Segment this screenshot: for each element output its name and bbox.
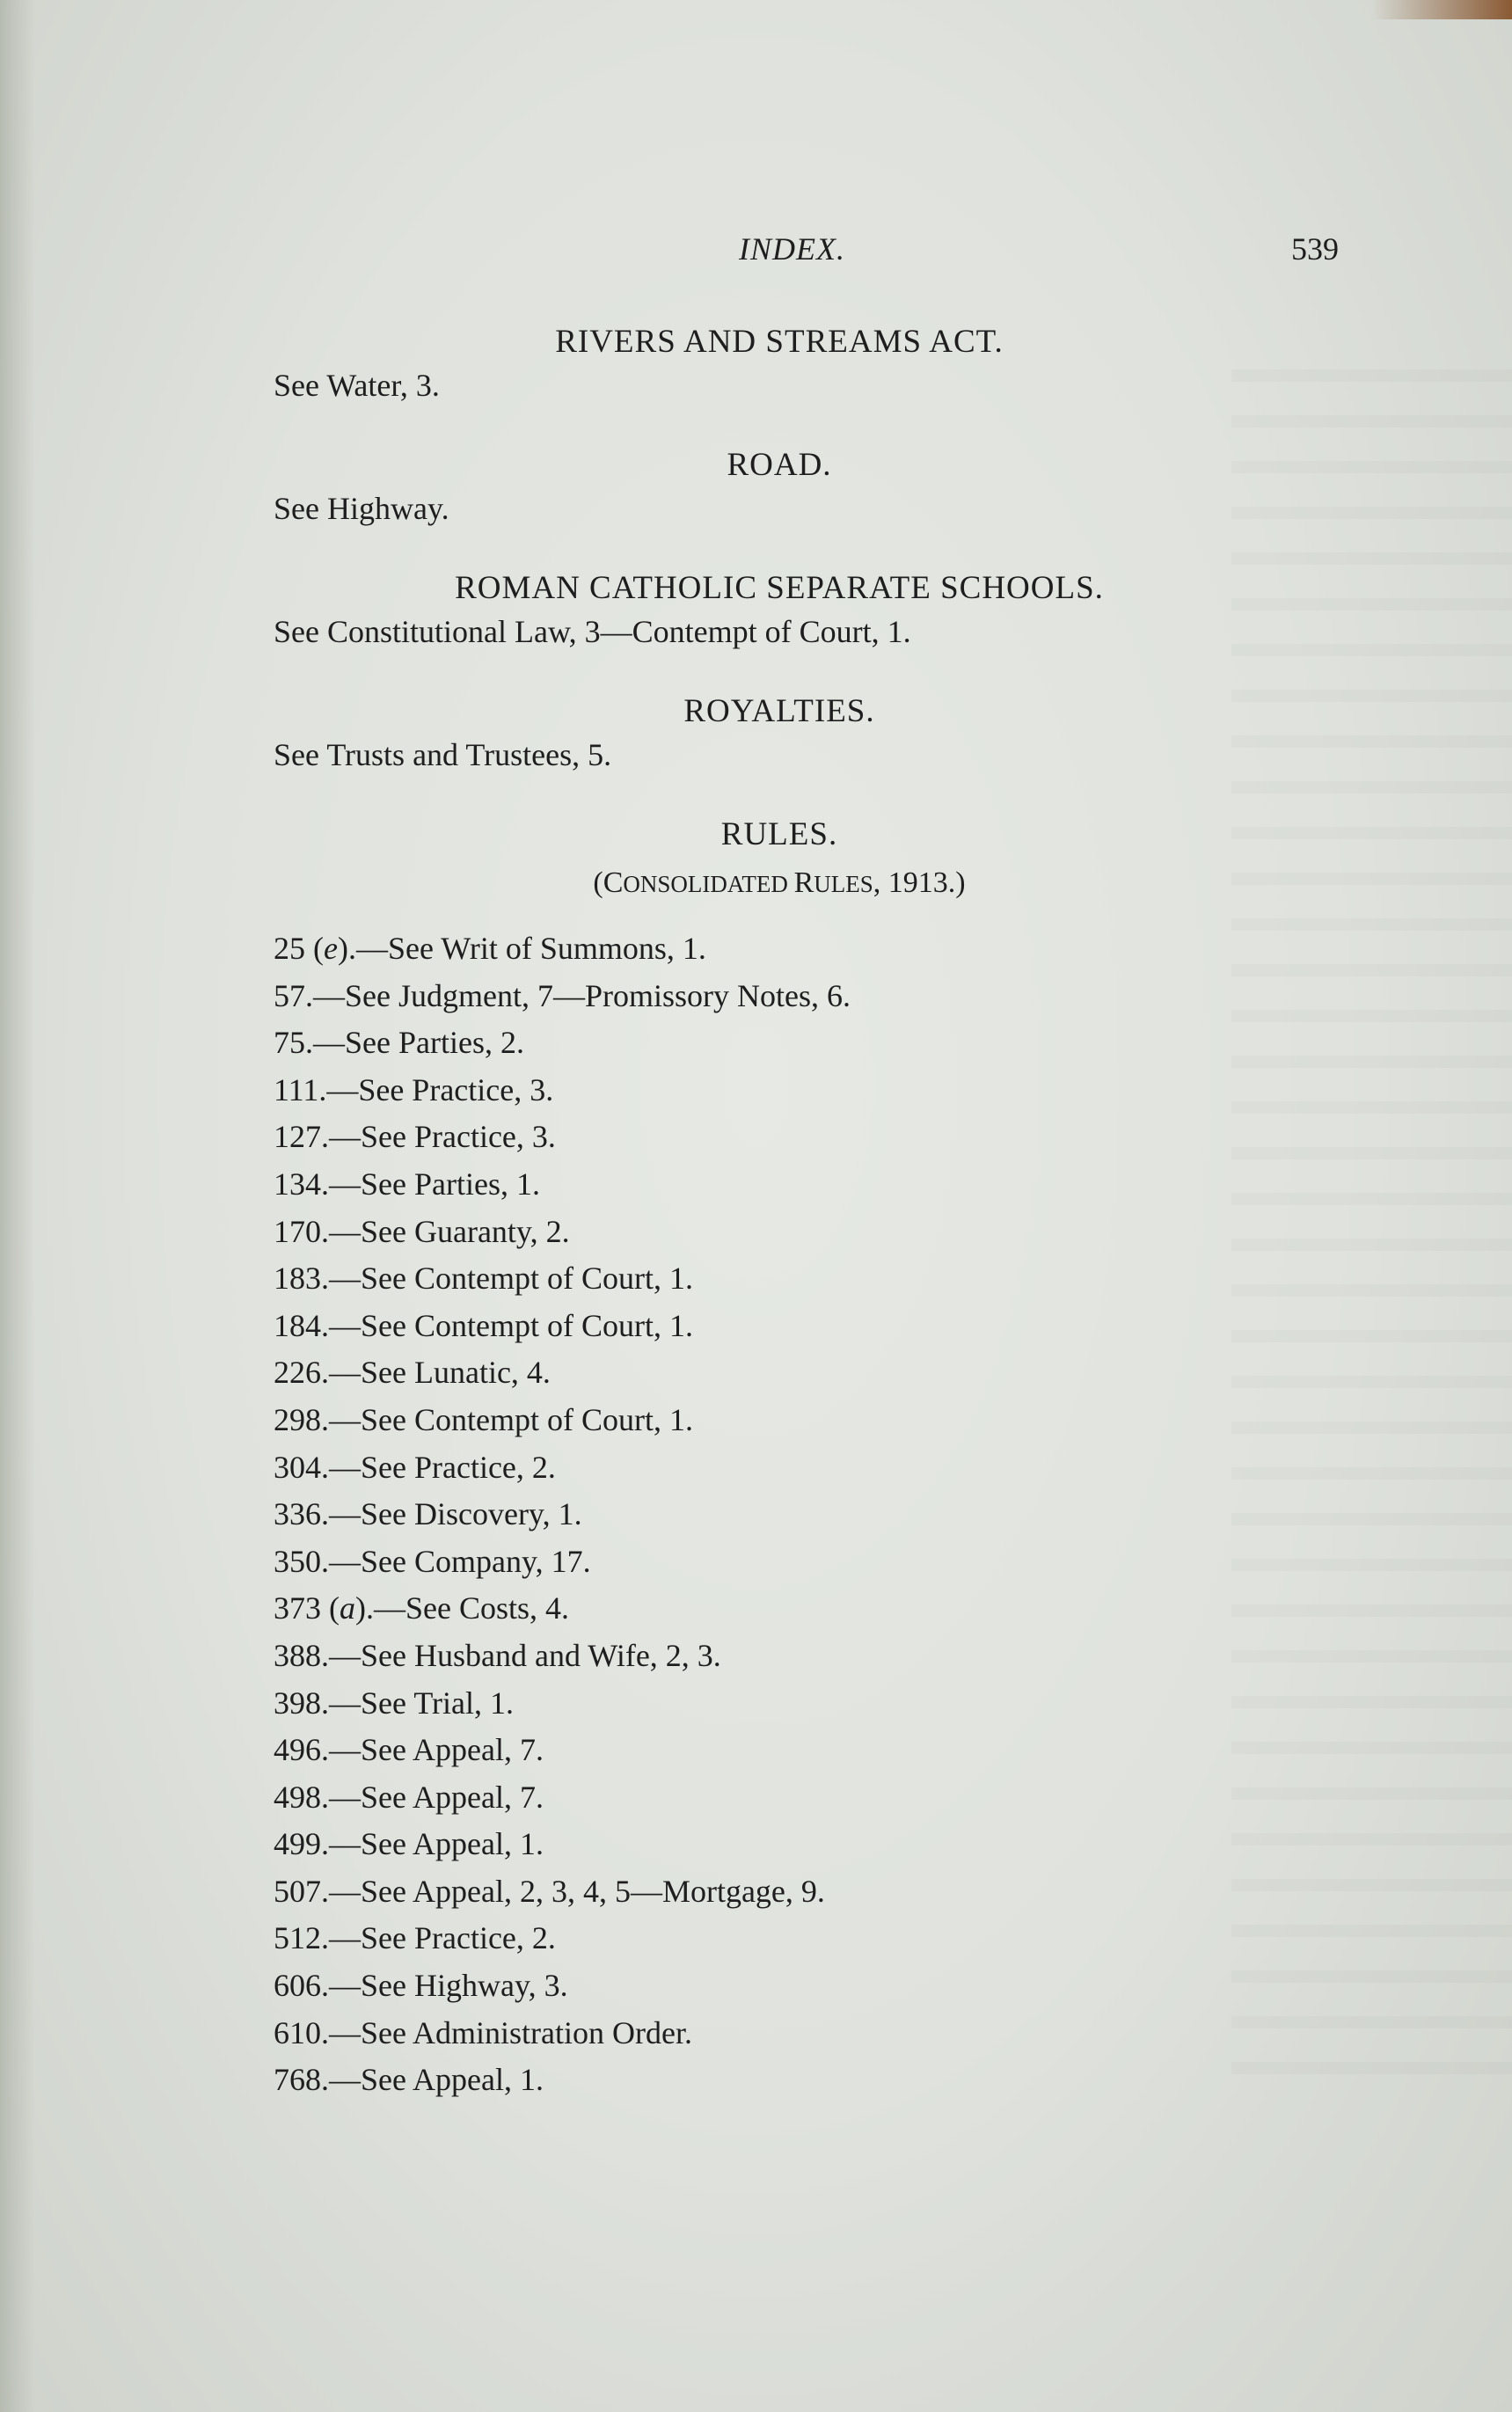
running-head: INDEX. [739, 231, 845, 267]
rule-entry: 75.—See Parties, 2. [274, 1025, 524, 1061]
rule-entry: 388.—See Husband and Wife, 2, 3. [274, 1637, 721, 1673]
rule-entry: 350.—See Company, 17. [274, 1543, 591, 1579]
rule-entry: 25 (e).—See Writ of Summons, 1. [274, 931, 706, 966]
cross-reference: See Highway. [274, 491, 449, 526]
section-heading: ROYALTIES. [683, 693, 875, 729]
section-heading: ROAD. [727, 447, 832, 483]
rule-entry: 183.—See Contempt of Court, 1. [274, 1261, 693, 1297]
rule-entry: 768.—See Appeal, 1. [274, 2062, 544, 2098]
section-rivers-and-streams-act [274, 321, 1285, 407]
rule-entry: 304.—See Practice, 2. [274, 1449, 556, 1485]
rule-entry: 507.—See Appeal, 2, 3, 4, 5—Mortgage, 9. [274, 1873, 825, 1909]
rule-entry: 610.—See Administration Order. [274, 2014, 692, 2050]
rule-entry: 496.—See Appeal, 7. [274, 1732, 544, 1768]
rule-entry: 134.—See Parties, 1. [274, 1166, 540, 1202]
section-roman-catholic-separate-schools [274, 567, 1285, 654]
rule-entry: 184.—See Contempt of Court, 1. [274, 1307, 693, 1343]
cross-reference: See Trusts and Trustees, 5. [274, 737, 612, 772]
rule-entry: 499.—See Appeal, 1. [274, 1826, 544, 1862]
rule-entry: 336.—See Discovery, 1. [274, 1496, 582, 1532]
rule-entry: 498.—See Appeal, 7. [274, 1779, 544, 1815]
rules-list [274, 925, 1285, 2104]
section-heading: RIVERS AND STREAMS ACT. [555, 324, 1004, 360]
section-subheading: (CONSOLIDATED RULES, 1913.) [593, 866, 966, 899]
index-content [274, 321, 1285, 2141]
rule-entry: 127.—See Practice, 3. [274, 1119, 556, 1155]
section-rules [274, 814, 1285, 2104]
rule-entry: 298.—See Contempt of Court, 1. [274, 1401, 693, 1437]
section-heading: RULES. [720, 816, 838, 852]
rule-subletter: a [340, 1590, 355, 1626]
rule-entry: 226.—See Lunatic, 4. [274, 1355, 551, 1391]
rule-entry: 111.—See Practice, 3. [274, 1071, 554, 1107]
rule-entry: 606.—See Highway, 3. [274, 1968, 568, 2004]
rule-entry: 373 (a).—See Costs, 4. [274, 1590, 569, 1626]
section-heading: ROMAN CATHOLIC SEPARATE SCHOOLS. [455, 570, 1104, 606]
section-road [274, 444, 1285, 530]
rule-entry: 398.—See Trial, 1. [274, 1685, 515, 1721]
rule-entry: 512.—See Practice, 2. [274, 1920, 556, 1956]
rule-entry: 57.—See Judgment, 7—Promissory Notes, 6. [274, 977, 851, 1013]
section-royalties [274, 691, 1285, 777]
rule-subletter: e [324, 931, 338, 966]
cross-reference: See Water, 3. [274, 368, 440, 403]
page-number: 539 [1291, 231, 1339, 267]
rule-entry: 170.—See Guaranty, 2. [274, 1213, 570, 1249]
cross-reference: See Constitutional Law, 3—Contempt of Court, 1. [274, 614, 911, 649]
